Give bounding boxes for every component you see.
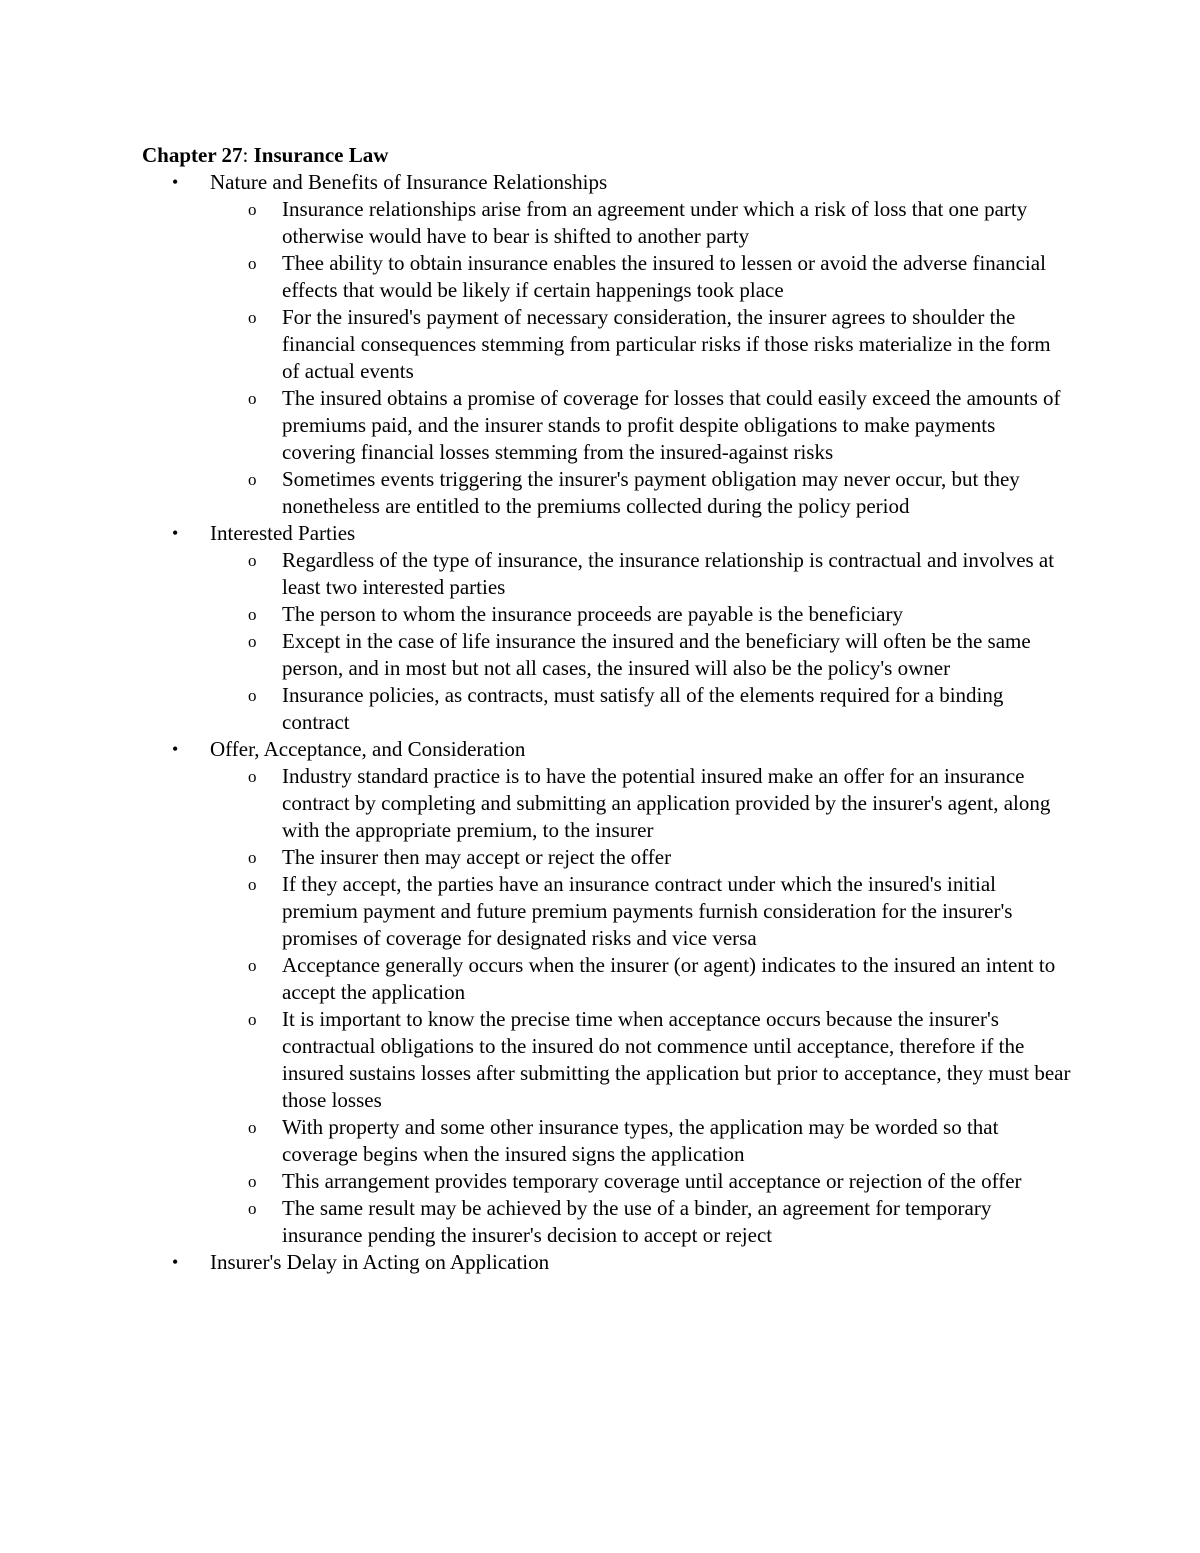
list-item-text: The person to whom the insurance proceeds are payable is the beneficiary	[282, 602, 903, 626]
list-item	[210, 952, 1072, 1006]
title-chapter: Chapter 27	[142, 143, 243, 167]
list-item	[210, 547, 1072, 601]
circle-bullet-icon: o	[248, 875, 257, 894]
title-subject: Insurance Law	[248, 143, 389, 167]
circle-bullet-icon: o	[248, 1118, 257, 1137]
section-item	[142, 1249, 1072, 1276]
document-page	[142, 142, 1072, 1276]
list-item-text: If they accept, the parties have an insurance contract under which the insured's initial premium payment and future premium payments furnish consideration for the insurer's promises of coverage for designated risks and vice versa	[282, 872, 1013, 950]
circle-bullet-icon: o	[248, 956, 257, 975]
section-heading: Insurer's Delay in Acting on Application	[210, 1250, 550, 1274]
circle-bullet-icon: o	[248, 632, 257, 651]
circle-bullet-icon: o	[248, 200, 257, 219]
list-item-text: Industry standard practice is to have the potential insured make an offer for an insurance contract by completing and submitting an application provided by the insurer's agent, along with the appropriate premium, to the insurer	[282, 764, 1051, 842]
circle-bullet-icon: o	[248, 1172, 257, 1191]
circle-bullet-icon: o	[248, 308, 257, 327]
sub-item-list	[210, 763, 1072, 1249]
page-title	[142, 142, 1072, 169]
bullet-icon: •	[172, 1252, 179, 1272]
circle-bullet-icon: o	[248, 1010, 257, 1029]
list-item-text: Insurance policies, as contracts, must satisfy all of the elements required for a binding contract	[282, 683, 1004, 734]
list-item-text: The insured obtains a promise of coverage for losses that could easily exceed the amounts of premiums paid, and the insurer stands to profit despite obligations to make payments covering financial losses stemming from the insured-against risks	[282, 386, 1061, 464]
circle-bullet-icon: o	[248, 389, 257, 408]
sub-item-list	[210, 196, 1072, 520]
list-item-text: Insurance relationships arise from an agreement under which a risk of loss that one party otherwise would have to bear is shifted to another party	[282, 197, 1028, 248]
circle-bullet-icon: o	[248, 605, 257, 624]
list-item	[210, 844, 1072, 871]
bullet-icon: •	[172, 172, 179, 192]
section-list	[142, 169, 1072, 1276]
section-heading: Interested Parties	[210, 521, 356, 545]
list-item	[210, 466, 1072, 520]
circle-bullet-icon: o	[248, 686, 257, 705]
title-colon: :	[242, 143, 249, 167]
list-item	[210, 871, 1072, 952]
list-item	[210, 601, 1072, 628]
list-item-text: It is important to know the precise time when acceptance occurs because the insurer's contractual obligations to the insured do not commence until acceptance, therefore if the insured sustains losses after submitting the application but prior to acceptance, they must bear those losses	[282, 1007, 1071, 1112]
list-item-text: Except in the case of life insurance the insured and the beneficiary will often be the same person, and in most but not all cases, the insured will also be the policy's owner	[282, 629, 1031, 680]
list-item-text: For the insured's payment of necessary consideration, the insurer agrees to shoulder the financial consequences stemming from particular risks if those risks materialize in the form of actual events	[282, 305, 1051, 383]
sub-item-list	[210, 547, 1072, 736]
section-item	[142, 169, 1072, 520]
section-heading: Nature and Benefits of Insurance Relationships	[210, 170, 608, 194]
bullet-icon: •	[172, 523, 179, 543]
list-item-text: With property and some other insurance types, the application may be worded so that coverage begins when the insured signs the application	[282, 1115, 999, 1166]
list-item	[210, 682, 1072, 736]
list-item	[210, 763, 1072, 844]
section-heading: Offer, Acceptance, and Consideration	[210, 737, 526, 761]
list-item	[210, 628, 1072, 682]
list-item-text: Thee ability to obtain insurance enables the insured to lessen or avoid the adverse financial effects that would be likely if certain happenings took place	[282, 251, 1046, 302]
list-item-text: The insurer then may accept or reject the offer	[282, 845, 672, 869]
circle-bullet-icon: o	[248, 848, 257, 867]
section-item	[142, 736, 1072, 1249]
list-item-text: The same result may be achieved by the use of a binder, an agreement for temporary insurance pending the insurer's decision to accept or reject	[282, 1196, 992, 1247]
list-item	[210, 196, 1072, 250]
circle-bullet-icon: o	[248, 767, 257, 786]
bullet-icon: •	[172, 739, 179, 759]
list-item-text: Acceptance generally occurs when the insurer (or agent) indicates to the insured an intent to accept the application	[282, 953, 1056, 1004]
list-item	[210, 1168, 1072, 1195]
list-item	[210, 304, 1072, 385]
list-item	[210, 1114, 1072, 1168]
circle-bullet-icon: o	[248, 470, 257, 489]
list-item	[210, 1006, 1072, 1114]
circle-bullet-icon: o	[248, 551, 257, 570]
circle-bullet-icon: o	[248, 254, 257, 273]
list-item-text: Regardless of the type of insurance, the insurance relationship is contractual and involves at least two interested parties	[282, 548, 1055, 599]
list-item	[210, 250, 1072, 304]
section-item	[142, 520, 1072, 736]
list-item-text: This arrangement provides temporary coverage until acceptance or rejection of the offer	[282, 1169, 1022, 1193]
circle-bullet-icon: o	[248, 1199, 257, 1218]
list-item	[210, 1195, 1072, 1249]
list-item-text: Sometimes events triggering the insurer's payment obligation may never occur, but they nonetheless are entitled to the premiums collected during the policy period	[282, 467, 1020, 518]
list-item	[210, 385, 1072, 466]
